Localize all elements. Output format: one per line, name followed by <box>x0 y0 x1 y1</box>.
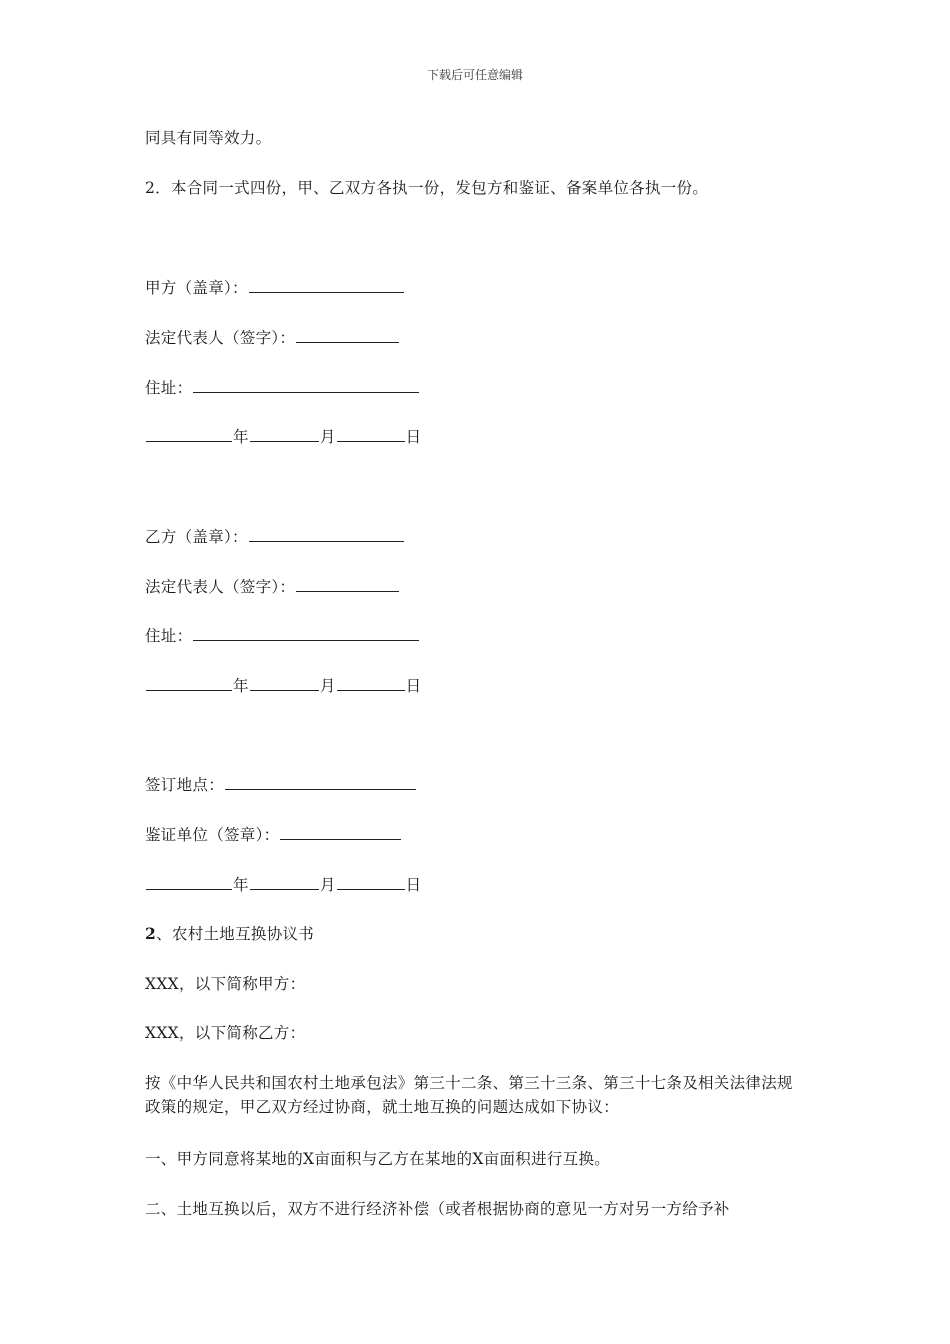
party-b-intro: XXX，以下简称乙方： <box>145 1024 306 1042</box>
section-title-text: 、农村土地互换协议书 <box>156 925 315 943</box>
verify-unit-row <box>145 824 402 845</box>
month-label: 月 <box>319 677 336 695</box>
party-a-address-label: 住址： <box>145 379 193 397</box>
party-a-seal-label: 甲方（盖章）： <box>145 279 248 297</box>
party-a-address-row <box>145 377 420 398</box>
day-label: 日 <box>405 876 422 894</box>
page-header-note: 下载后可任意编辑 <box>426 68 523 82</box>
party-b-address-field[interactable] <box>193 625 419 641</box>
party-b-month-field[interactable] <box>250 675 319 691</box>
year-label: 年 <box>233 876 249 894</box>
month-label: 月 <box>319 876 336 894</box>
month-label: 月 <box>319 428 336 446</box>
verify-unit-field[interactable] <box>280 824 401 840</box>
party-b-rep-row <box>145 576 400 597</box>
party-a-month-field[interactable] <box>250 426 319 442</box>
party-b-rep-field[interactable] <box>296 576 399 592</box>
clause-2: 二、土地互换以后，双方不进行经济补偿（或者根据协商的意见一方对另一方给予补 <box>145 1200 730 1218</box>
party-b-seal-label: 乙方（盖章）： <box>145 528 248 546</box>
party-b-address-label: 住址： <box>145 627 193 645</box>
signing-date-row <box>145 874 421 895</box>
signing-place-label: 签订地点： <box>145 776 225 794</box>
year-label: 年 <box>233 677 249 695</box>
day-label: 日 <box>405 428 422 446</box>
section-number: 2 <box>145 924 157 943</box>
party-a-rep-field[interactable] <box>296 327 399 343</box>
party-b-year-field[interactable] <box>146 675 232 691</box>
party-b-seal-field[interactable] <box>249 526 404 542</box>
party-a-rep-row <box>145 327 400 348</box>
party-b-day-field[interactable] <box>337 675 405 691</box>
party-a-address-field[interactable] <box>193 377 419 393</box>
party-b-rep-label: 法定代表人（签字）： <box>145 578 296 596</box>
clause-1: 一、甲方同意将某地的X亩面积与乙方在某地的X亩面积进行互换。 <box>145 1150 611 1168</box>
text-line: 同具有同等效力。 <box>145 129 272 147</box>
day-label: 日 <box>405 677 422 695</box>
verify-unit-label: 鉴证单位（签章）： <box>145 826 280 844</box>
signing-day-field[interactable] <box>337 874 405 890</box>
party-a-seal-row <box>145 277 405 298</box>
party-a-date-row <box>145 426 421 447</box>
signing-place-row <box>145 774 417 795</box>
year-label: 年 <box>233 428 249 446</box>
party-a-rep-label: 法定代表人（签字）： <box>145 329 296 347</box>
party-a-seal-field[interactable] <box>249 277 404 293</box>
text-line: 2．本合同一式四份，甲、乙双方各执一份，发包方和鉴证、备案单位各执一份。 <box>145 179 709 197</box>
party-b-date-row <box>145 675 421 696</box>
section-title <box>145 924 314 944</box>
signing-year-field[interactable] <box>146 874 232 890</box>
party-b-seal-row <box>145 526 405 547</box>
signing-place-field[interactable] <box>225 774 416 790</box>
party-a-intro: XXX，以下简称甲方： <box>145 975 306 993</box>
signing-month-field[interactable] <box>250 874 319 890</box>
party-b-address-row <box>145 625 420 646</box>
party-a-year-field[interactable] <box>146 426 232 442</box>
agreement-intro-paragraph: 按《中华人民共和国农村土地承包法》第三十二条、第三十三条、第三十七条及相关法律法规政策的规定，甲乙双方经过协商，就土地互换的问题达成如下协议： <box>145 1074 793 1116</box>
party-a-day-field[interactable] <box>337 426 405 442</box>
